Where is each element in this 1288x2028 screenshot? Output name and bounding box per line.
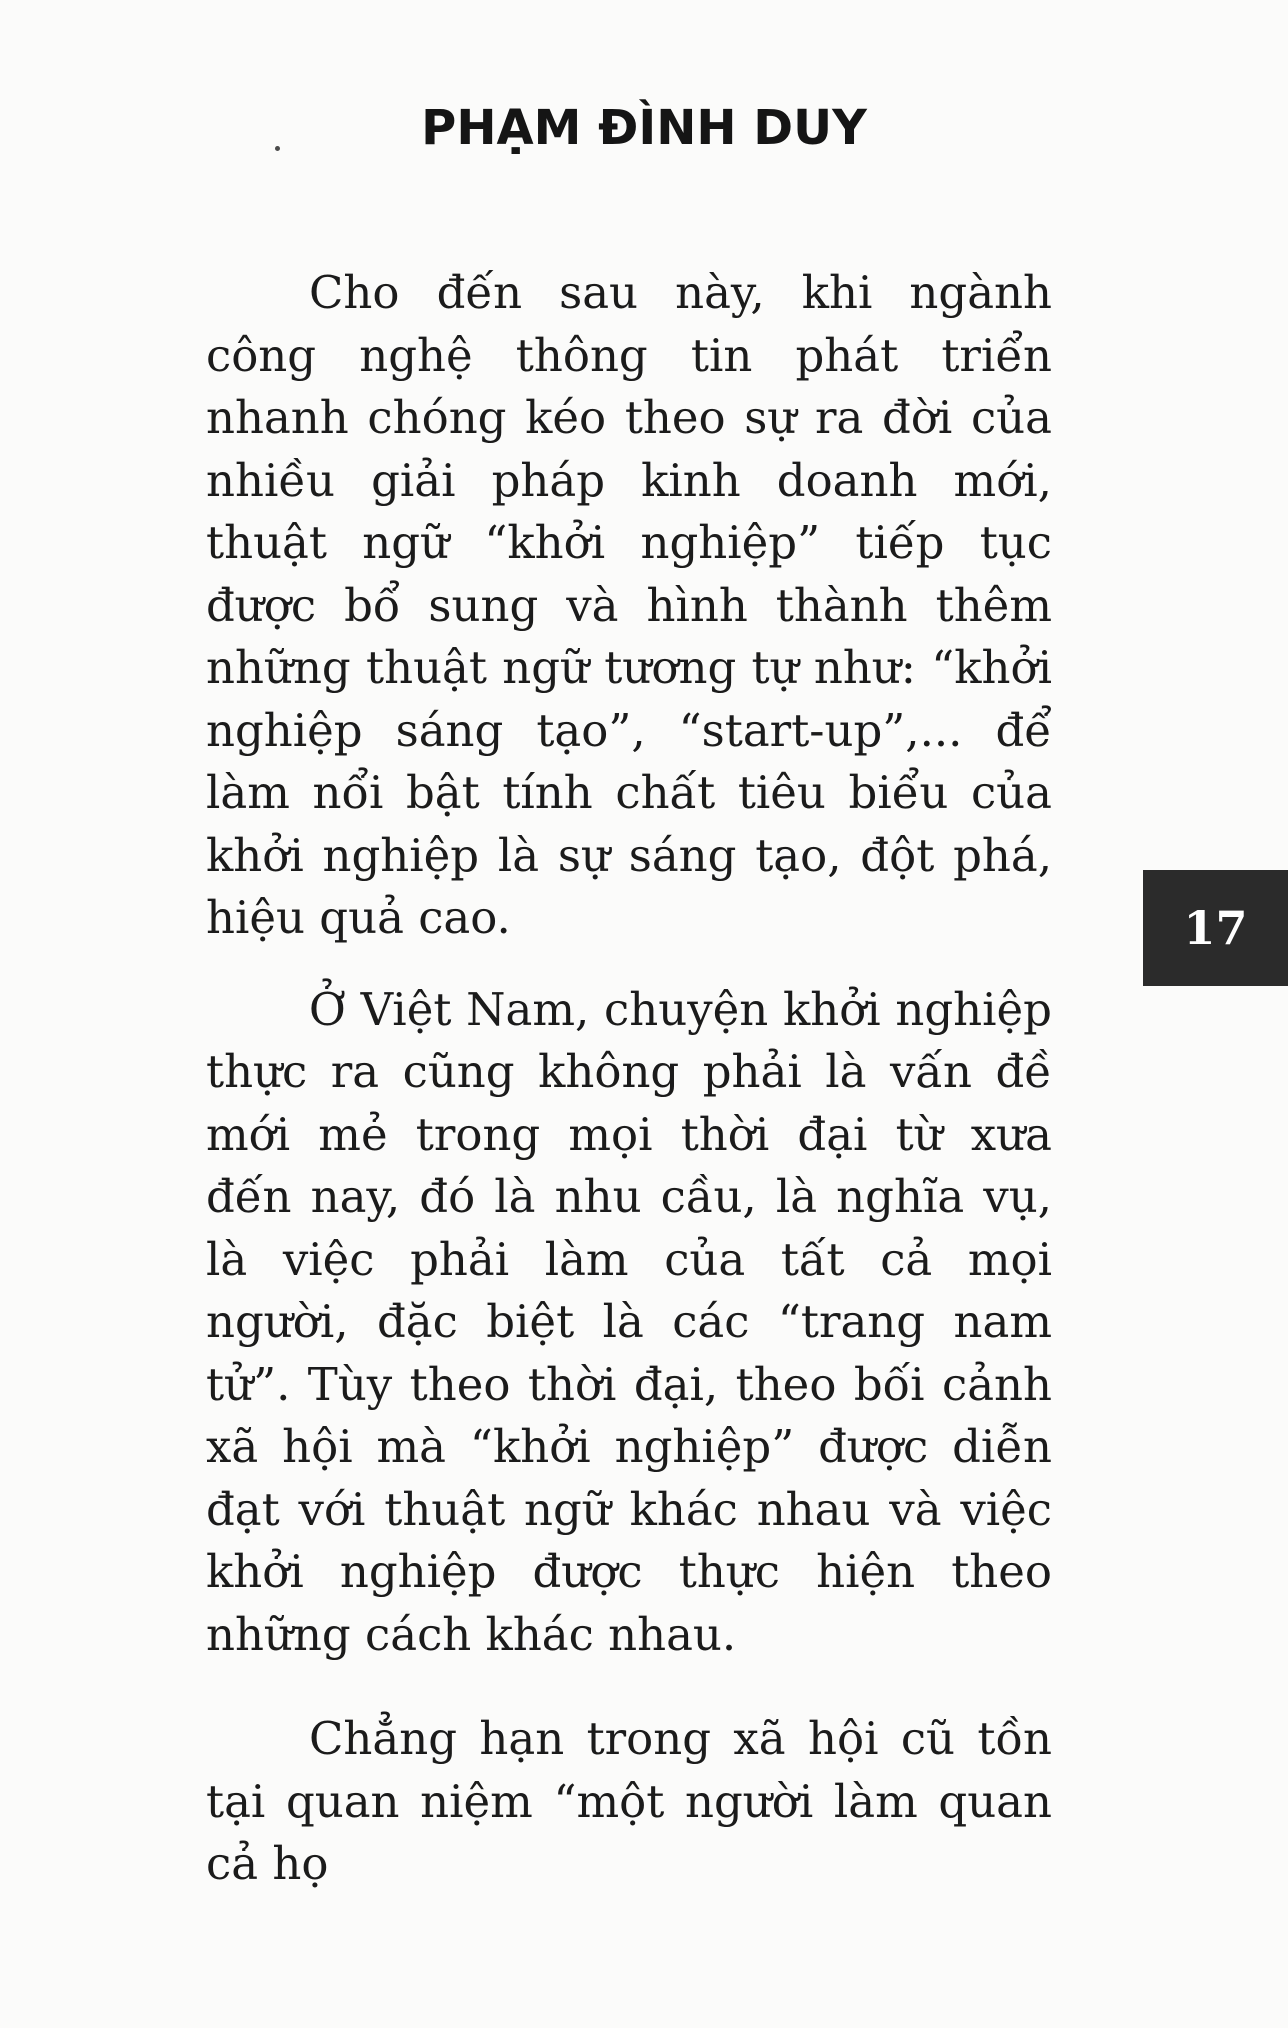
print-speck <box>275 146 280 151</box>
page-number: 17 <box>1183 901 1248 955</box>
paragraph-3: Chẳng hạn trong xã hội cũ tồn tại quan niệm “một người làm quan cả họ <box>206 1712 1052 1890</box>
paragraph-2: Ở Việt Nam, chuyện khởi nghiệp thực ra cũng không phải là vấn đề mới mẻ trong mọi thời đại từ xưa đến nay, đó là nhu cầu, là nghĩa vụ, là việc phải làm của tất cả mọi người, đặc biệt là các “trang nam tử”. Tùy theo thời đại, theo bối cảnh xã hội mà “khởi nghiệp” được diễn đạt với thuật ngữ khác nhau và việc khởi nghiệp được thực hiện theo những cách khác nhau. <box>206 982 1052 1661</box>
page-number-tab <box>1143 870 1288 986</box>
running-head: PHẠM ĐÌNH DUY <box>421 100 867 156</box>
body-text <box>206 262 1052 1896</box>
paragraph-1: Cho đến sau này, khi ngành công nghệ thông tin phát triển nhanh chóng kéo theo sự ra đời của nhiều giải pháp kinh doanh mới, thuật ngữ “khởi nghiệp” tiếp tục được bổ sung và hình thành thêm những thuật ngữ tương tự như: “khởi nghiệp sáng tạo”, “start-up”,... để làm nổi bật tính chất tiêu biểu của khởi nghiệp là sự sáng tạo, đột phá, hiệu quả cao. <box>206 266 1052 944</box>
